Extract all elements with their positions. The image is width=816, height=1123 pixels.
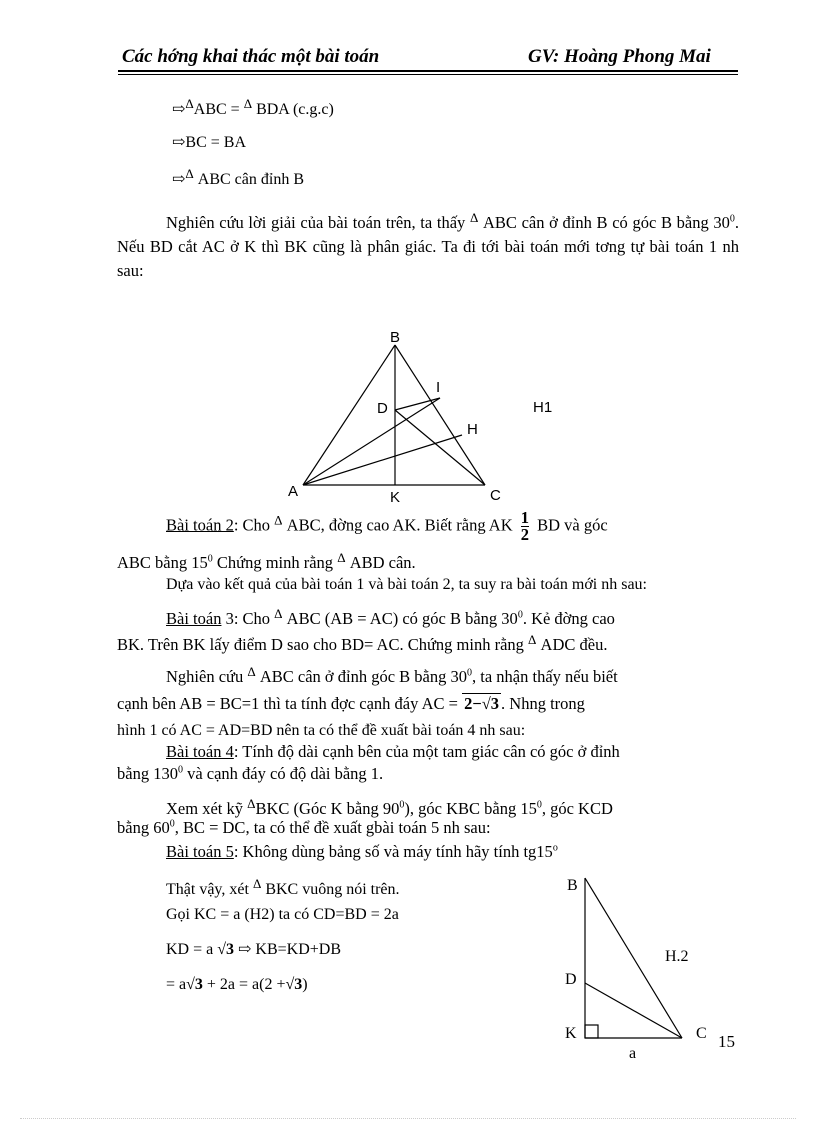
fig1-label-H: H — [467, 421, 478, 438]
figure-2 — [555, 868, 715, 1068]
problem-3-line-2: BK. Trên BK lấy điểm D sao cho BD= AC. Chứng minh rằng $^\Delta$ ADC đều. — [117, 632, 608, 654]
problem-2-line-2: ABC bằng $15^0$ Chứng minh rằng $^\Delta$ ABD cân. — [117, 550, 416, 572]
problem-4-line-1: Bài toán 4: Tính độ dài cạnh bên của một tam giác cân có góc ở đỉnh — [166, 742, 620, 761]
fig2-label-C: C — [696, 1025, 707, 1042]
solution-line-4: = a√3 + 2a = a(2 +√3) — [166, 976, 308, 993]
fig2-label-K: K — [565, 1025, 577, 1042]
problem-4-line-2: bằng $130^0$ và cạnh đáy có độ dài bằng 1. — [117, 764, 384, 783]
fraction-one-half: $\frac{1}{2}$ — [520, 508, 530, 544]
fig2-label-a: a — [629, 1045, 637, 1062]
problem-2-line-1: Bài toán 2: Cho $^\Delta$ ABC, đờng cao AK. Biết rằng AK $\frac{1}{2}$ BD và góc — [166, 508, 608, 544]
solution-line-1: Thật vậy, xét $^\Delta$ BKC vuông nói trên. — [166, 876, 400, 898]
paragraph-3-line-1: Nghiên cứu $^\Delta$ ABC cân ở đỉnh góc B bằng $30^0$, ta nhận thấy nếu biết — [166, 664, 618, 686]
header-left: Các hớng khai thác một bài toán — [122, 46, 380, 67]
fig2-caption: H.2 — [665, 948, 689, 965]
fig1-label-B: B — [390, 329, 401, 346]
solution-line-2: Gọi KC = a (H2) ta có CD=BD = 2a — [166, 906, 399, 923]
fig2-label-D: D — [565, 971, 577, 988]
fig1-caption: H1 — [533, 399, 553, 416]
header-right: GV: Hoàng Phong Mai — [528, 46, 711, 67]
page-bottom-border — [20, 1118, 796, 1119]
paragraph-1: Nghiên cứu lời giải của bài toán trên, ta thấy $^\Delta$ ABC cân ở đỉnh B có góc B bằng $30^0$. Nếu BD cắt AC ở K thì BK cũng là phân giác. Ta đi tới bài toán mới tơng tự bài toán 1 nh sau: — [117, 210, 739, 280]
fig1-label-K: K — [390, 489, 401, 506]
solution-line-3: KD = a √3 ⇨ KB=KD+DB — [166, 941, 342, 958]
segment-AH — [303, 435, 462, 485]
fig1-label-I: I — [436, 379, 441, 396]
sqrt-expression: 2−√3 — [464, 694, 500, 713]
figure-1 — [270, 320, 580, 510]
segment-AI — [303, 398, 440, 485]
problem-5: Bài toán 5: Không dùng bảng số và máy tính hãy tính tg15$^o$ — [166, 842, 558, 861]
fig2-label-B: B — [567, 877, 578, 894]
header-rule — [118, 70, 738, 72]
page-number: 15 — [718, 1032, 735, 1051]
paragraph-4-line-1: Xem xét kỹ $^\Delta$BKC (Góc K bằng $90^0$), góc KBC bằng $15^0$, góc KCD — [166, 796, 613, 818]
fig1-label-D: D — [377, 400, 388, 417]
fig1-label-C: C — [490, 487, 501, 504]
segment-DC — [585, 983, 682, 1038]
segment-BC — [395, 345, 485, 485]
problem-3-line-1: Bài toán 3: Cho $^\Delta$ ABC (AB = AC) có góc B bằng $30^0$. Kẻ đờng cao — [166, 606, 615, 628]
fig1-label-A: A — [288, 483, 299, 500]
proof-line-1: ⇨$^\Delta$ABC = $^\Delta$ BDA (c.g.c) — [172, 96, 334, 118]
right-angle-marker — [585, 1025, 598, 1038]
paragraph-2: Dựa vào kết quả của bài toán 1 và bài toán 2, ta suy ra bài toán mới nh sau: — [166, 576, 647, 593]
paragraph-3-line-3: hình 1 có AC = AD=BD nên ta có thể đề xuất bài toán 4 nh sau: — [117, 722, 526, 739]
header-rule-thin — [118, 74, 738, 75]
paragraph-4-line-2: bằng $60^0$, BC = DC, ta có thể đề xuất gbài toán 5 nh sau: — [117, 818, 491, 837]
proof-line-2: ⇨BC = BA — [172, 134, 246, 151]
paragraph-3-line-2: cạnh bên AB = BC=1 thì ta tính đợc cạnh đáy AC = 2−√3 . Nhng trong — [117, 694, 585, 713]
proof-line-3: ⇨$^\Delta$ ABC cân đỉnh B — [172, 166, 304, 188]
